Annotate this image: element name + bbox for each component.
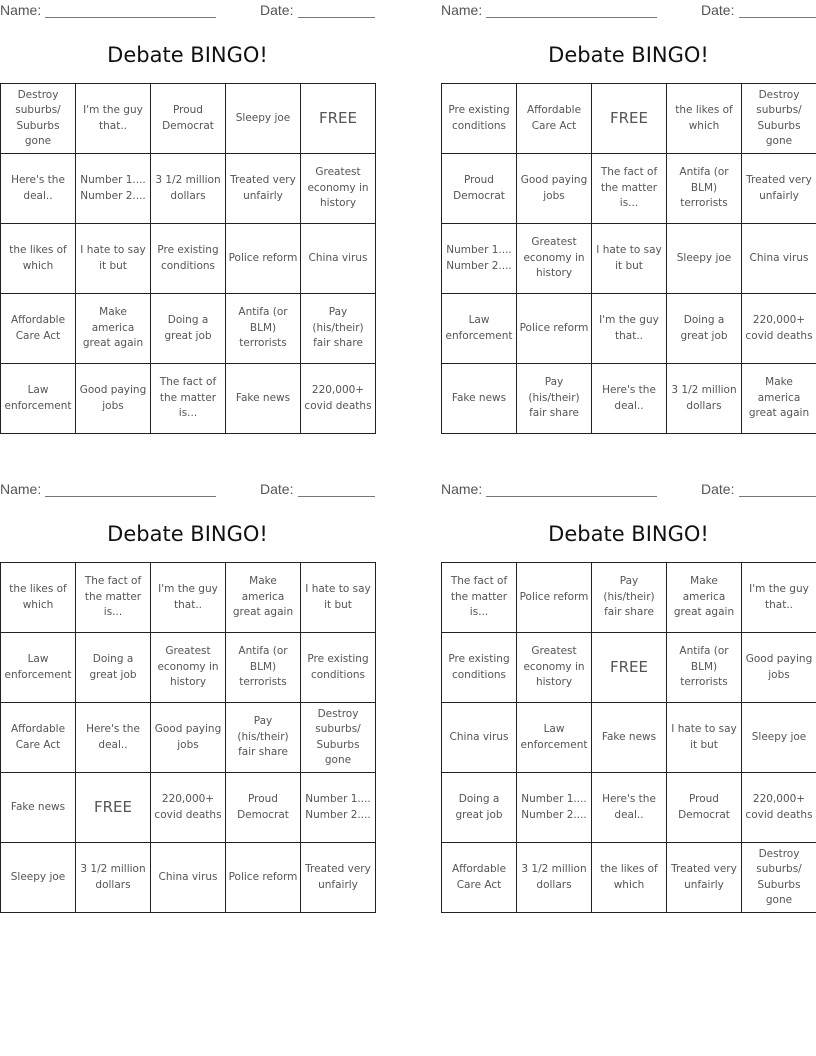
bingo-cell: Affordable Care Act	[517, 84, 592, 154]
bingo-card	[0, 479, 375, 914]
bingo-cell: Make america great again	[76, 294, 151, 364]
card-title: Debate BINGO!	[548, 522, 709, 546]
bingo-cell: Doing a great job	[76, 633, 151, 703]
date-line	[298, 17, 375, 18]
bingo-cell: Pre existing conditions	[442, 633, 517, 703]
bingo-cell: Here's the deal..	[592, 773, 667, 843]
bingo-cell: 3 1/2 million dollars	[517, 843, 592, 913]
bingo-cell: The fact of the matter is...	[151, 364, 226, 434]
bingo-cell: 220,000+ covid deaths	[151, 773, 226, 843]
date-line	[298, 496, 375, 497]
bingo-cell: Sleepy joe	[1, 843, 76, 913]
bingo-cell: Law enforcement	[1, 633, 76, 703]
name-line	[486, 17, 657, 18]
bingo-row	[1, 294, 376, 364]
bingo-cell: Proud Democrat	[151, 84, 226, 154]
free-cell: FREE	[76, 773, 151, 843]
bingo-card	[0, 0, 375, 435]
bingo-cell: the likes of which	[592, 843, 667, 913]
bingo-cell: Number 1.... Number 2....	[301, 773, 376, 843]
bingo-cell: Number 1.... Number 2....	[442, 224, 517, 294]
bingo-cell: Police reform	[517, 294, 592, 364]
bingo-cell: Here's the deal..	[76, 703, 151, 773]
bingo-row	[442, 703, 816, 773]
date-label: Date:	[260, 2, 294, 18]
bingo-cell: Sleepy joe	[742, 703, 816, 773]
card-title: Debate BINGO!	[548, 43, 709, 67]
bingo-grid	[441, 83, 816, 434]
bingo-cell: Make america great again	[226, 563, 301, 633]
name-line	[45, 496, 216, 497]
bingo-cell: Pre existing conditions	[442, 84, 517, 154]
bingo-cell: Pay (his/their) fair share	[226, 703, 301, 773]
bingo-row	[442, 294, 816, 364]
bingo-cell: I hate to say it but	[76, 224, 151, 294]
bingo-cell: Pre existing conditions	[151, 224, 226, 294]
bingo-cell: Here's the deal..	[592, 364, 667, 434]
bingo-cell: Sleepy joe	[226, 84, 301, 154]
date-label: Date:	[701, 481, 735, 497]
date-line	[739, 496, 816, 497]
bingo-cell: Treated very unfairly	[301, 843, 376, 913]
bingo-row	[1, 703, 376, 773]
bingo-cell: Good paying jobs	[517, 154, 592, 224]
bingo-cell: Good paying jobs	[76, 364, 151, 434]
bingo-cell: I'm the guy that..	[76, 84, 151, 154]
bingo-cell: The fact of the matter is...	[76, 563, 151, 633]
bingo-grid	[0, 83, 376, 434]
bingo-cell: The fact of the matter is...	[592, 154, 667, 224]
card-header	[441, 1, 816, 21]
bingo-cell: Make america great again	[742, 364, 816, 434]
bingo-row	[442, 224, 816, 294]
bingo-cell: Destroy suburbs/ Suburbs gone	[1, 84, 76, 154]
bingo-cell: China virus	[442, 703, 517, 773]
bingo-cell: Proud Democrat	[442, 154, 517, 224]
date-label: Date:	[260, 481, 294, 497]
bingo-cell: 3 1/2 million dollars	[151, 154, 226, 224]
bingo-cell: I hate to say it but	[667, 703, 742, 773]
bingo-grid	[0, 562, 376, 913]
bingo-cell: 3 1/2 million dollars	[76, 843, 151, 913]
bingo-cell: Greatest economy in history	[517, 224, 592, 294]
bingo-cell: Number 1.... Number 2....	[517, 773, 592, 843]
bingo-cell: Pay (his/their) fair share	[592, 563, 667, 633]
name-line	[486, 496, 657, 497]
bingo-row	[442, 773, 816, 843]
bingo-cell: I'm the guy that..	[592, 294, 667, 364]
bingo-row	[1, 563, 376, 633]
bingo-cell: Pre existing conditions	[301, 633, 376, 703]
bingo-cell: Law enforcement	[517, 703, 592, 773]
free-cell: FREE	[592, 633, 667, 703]
bingo-cell: 220,000+ covid deaths	[301, 364, 376, 434]
bingo-cell: China virus	[301, 224, 376, 294]
bingo-cell: the likes of which	[1, 224, 76, 294]
bingo-cell: Destroy suburbs/ Suburbs gone	[742, 843, 816, 913]
bingo-cell: Police reform	[517, 563, 592, 633]
bingo-row	[1, 154, 376, 224]
bingo-cell: the likes of which	[667, 84, 742, 154]
bingo-cell: Affordable Care Act	[442, 843, 517, 913]
bingo-cell: Number 1.... Number 2....	[76, 154, 151, 224]
bingo-cell: Doing a great job	[442, 773, 517, 843]
bingo-cell: Pay (his/their) fair share	[301, 294, 376, 364]
bingo-row	[1, 224, 376, 294]
bingo-cell: Police reform	[226, 843, 301, 913]
bingo-cell: Sleepy joe	[667, 224, 742, 294]
bingo-cell: Antifa (or BLM) terrorists	[667, 154, 742, 224]
bingo-cell: Doing a great job	[667, 294, 742, 364]
card-header	[0, 480, 375, 500]
bingo-cell: Proud Democrat	[226, 773, 301, 843]
bingo-cell: Treated very unfairly	[226, 154, 301, 224]
date-line	[739, 17, 816, 18]
bingo-cell: Good paying jobs	[742, 633, 816, 703]
bingo-cell: The fact of the matter is...	[442, 563, 517, 633]
bingo-card	[441, 479, 816, 914]
bingo-cell: I'm the guy that..	[151, 563, 226, 633]
bingo-row	[442, 84, 816, 154]
name-line	[45, 17, 216, 18]
bingo-cell: Fake news	[1, 773, 76, 843]
bingo-cell: Make america great again	[667, 563, 742, 633]
bingo-cell: Affordable Care Act	[1, 703, 76, 773]
bingo-cell: Fake news	[226, 364, 301, 434]
card-header	[441, 480, 816, 500]
bingo-cell: Greatest economy in history	[301, 154, 376, 224]
bingo-cell: Destroy suburbs/ Suburbs gone	[742, 84, 816, 154]
bingo-cell: Fake news	[442, 364, 517, 434]
name-label: Name:	[0, 481, 42, 497]
bingo-row	[442, 364, 816, 434]
bingo-cell: 220,000+ covid deaths	[742, 773, 816, 843]
bingo-cell: Antifa (or BLM) terrorists	[226, 294, 301, 364]
bingo-card	[441, 0, 816, 435]
bingo-cell: 3 1/2 million dollars	[667, 364, 742, 434]
bingo-cell: Here's the deal..	[1, 154, 76, 224]
bingo-cell: China virus	[742, 224, 816, 294]
bingo-cell: Pay (his/their) fair share	[517, 364, 592, 434]
bingo-cell: Proud Democrat	[667, 773, 742, 843]
bingo-row	[1, 843, 376, 913]
free-cell: FREE	[301, 84, 376, 154]
card-header	[0, 1, 375, 21]
bingo-cell: Destroy suburbs/ Suburbs gone	[301, 703, 376, 773]
card-title: Debate BINGO!	[107, 43, 268, 67]
name-label: Name:	[441, 2, 483, 18]
bingo-cell: Antifa (or BLM) terrorists	[226, 633, 301, 703]
bingo-cell: Greatest economy in history	[151, 633, 226, 703]
bingo-cell: I'm the guy that..	[742, 563, 816, 633]
name-label: Name:	[0, 2, 42, 18]
bingo-row	[1, 364, 376, 434]
bingo-row	[1, 84, 376, 154]
name-label: Name:	[441, 481, 483, 497]
bingo-cell: Antifa (or BLM) terrorists	[667, 633, 742, 703]
bingo-row	[442, 154, 816, 224]
bingo-cell: I hate to say it but	[301, 563, 376, 633]
bingo-row	[1, 633, 376, 703]
date-label: Date:	[701, 2, 735, 18]
bingo-cell: Treated very unfairly	[742, 154, 816, 224]
bingo-row	[442, 633, 816, 703]
bingo-cell: Doing a great job	[151, 294, 226, 364]
bingo-cell: Good paying jobs	[151, 703, 226, 773]
bingo-cell: Law enforcement	[1, 364, 76, 434]
bingo-row	[442, 563, 816, 633]
bingo-cell: Affordable Care Act	[1, 294, 76, 364]
bingo-cell: Fake news	[592, 703, 667, 773]
bingo-cell: I hate to say it but	[592, 224, 667, 294]
bingo-cell: Police reform	[226, 224, 301, 294]
card-title: Debate BINGO!	[107, 522, 268, 546]
bingo-cell: Greatest economy in history	[517, 633, 592, 703]
bingo-row	[1, 773, 376, 843]
bingo-grid	[441, 562, 816, 913]
bingo-cell: Treated very unfairly	[667, 843, 742, 913]
bingo-cell: 220,000+ covid deaths	[742, 294, 816, 364]
bingo-row	[442, 843, 816, 913]
bingo-cell: Law enforcement	[442, 294, 517, 364]
bingo-cell: China virus	[151, 843, 226, 913]
free-cell: FREE	[592, 84, 667, 154]
bingo-cell: the likes of which	[1, 563, 76, 633]
